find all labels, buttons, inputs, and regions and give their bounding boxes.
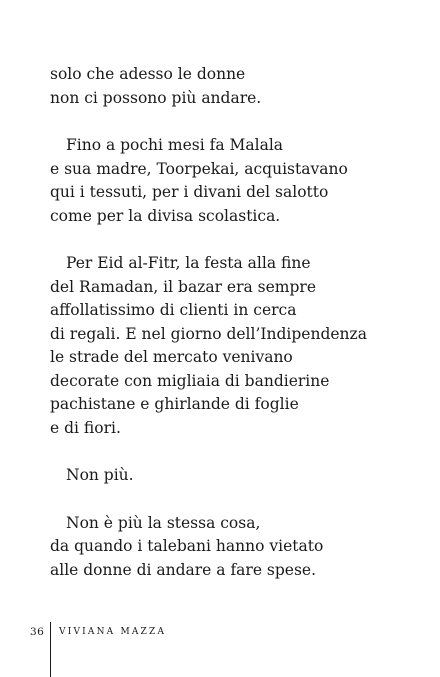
paragraph <box>50 63 420 110</box>
text-line: Per Eid al-Fitr, la festa alla fine <box>66 254 311 272</box>
text-line: affollatissimo di clienti in cerca <box>50 301 297 319</box>
text-line: qui i tessuti, per i divani del salotto <box>50 183 329 201</box>
text-line: Fino a pochi mesi fa Malala <box>66 136 284 154</box>
running-head-author: VIVIANA MAZZA <box>59 627 167 637</box>
page-number: 36 <box>30 626 45 638</box>
text-line: le strade del mercato venivano <box>50 348 293 366</box>
body-text <box>50 63 420 606</box>
text-line: pachistane e ghirlande di foglie <box>50 395 299 413</box>
paragraph <box>50 464 420 488</box>
text-line: come per la divisa scolastica. <box>50 206 281 225</box>
text-line: decorate con migliaia di bandierine <box>50 371 330 390</box>
text-line: non ci possono più andare. <box>50 88 262 107</box>
text-line: da quando i talebani hanno vietato <box>50 537 324 555</box>
footer-divider <box>50 622 51 677</box>
text-line: del Ramadan, il bazar era sempre <box>50 277 317 296</box>
text-line: e sua madre, Toorpekai, acquistavano <box>50 159 348 178</box>
paragraph <box>50 512 420 583</box>
text-line: alle donne di andare a fare spese. <box>50 560 317 579</box>
page-footer <box>0 622 440 677</box>
paragraph <box>50 134 420 228</box>
text-line: Non più. <box>66 466 134 484</box>
text-line: solo che adesso le donne <box>50 65 246 83</box>
paragraph <box>50 252 420 440</box>
text-line: Non è più la stessa cosa, <box>66 513 261 532</box>
text-line: di regali. E nel giorno dell’Indipendenza <box>50 324 367 343</box>
text-line: e di fiori. <box>50 418 121 437</box>
